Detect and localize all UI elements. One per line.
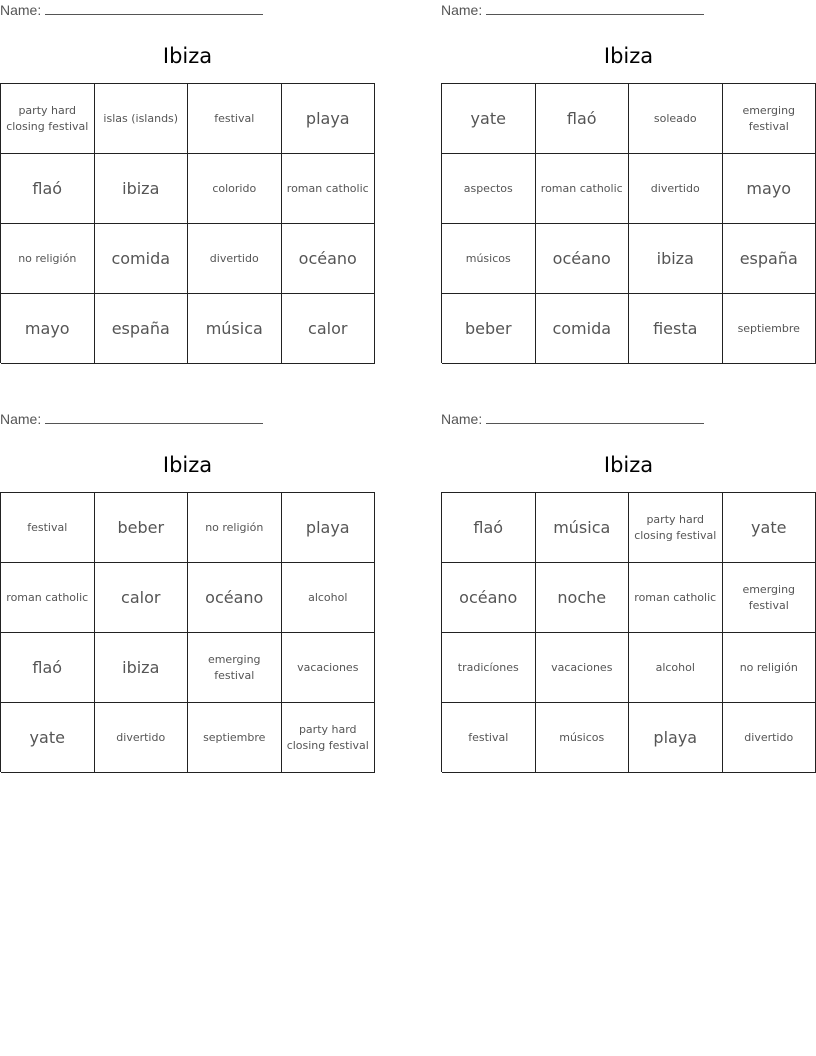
bingo-cell: océano	[188, 563, 282, 633]
bingo-card-1	[0, 0, 375, 338]
bingo-cell: ibiza	[95, 633, 189, 703]
card-title: Ibiza	[603, 453, 654, 477]
bingo-cell: flaó	[442, 493, 536, 563]
bingo-cell: vacaciones	[282, 633, 376, 703]
bingo-cell: septiembre	[188, 703, 282, 773]
bingo-cell: islas (islands)	[95, 84, 189, 154]
card-title: Ibiza	[162, 44, 213, 68]
bingo-cell: flaó	[1, 633, 95, 703]
bingo-cell: mayo	[723, 154, 816, 224]
bingo-cell: océano	[442, 563, 536, 633]
bingo-cell: tradicíones	[442, 633, 536, 703]
bingo-cell: comida	[536, 294, 630, 364]
bingo-cell: españa	[95, 294, 189, 364]
bingo-cell: soleado	[629, 84, 723, 154]
bingo-cell: party hard closing festival	[1, 84, 95, 154]
name-label: Name:	[441, 411, 483, 427]
bingo-card-2	[441, 0, 816, 338]
bingo-cell: emerging festival	[723, 563, 816, 633]
bingo-cell: no religión	[188, 493, 282, 563]
bingo-cell: party hard closing festival	[282, 703, 376, 773]
bingo-cell: músicos	[442, 224, 536, 294]
bingo-cell: playa	[629, 703, 723, 773]
bingo-cell: música	[188, 294, 282, 364]
bingo-cell: fiesta	[629, 294, 723, 364]
name-label: Name:	[441, 2, 483, 18]
bingo-cell: party hard closing festival	[629, 493, 723, 563]
bingo-cell: españa	[723, 224, 816, 294]
bingo-cell: océano	[536, 224, 630, 294]
bingo-cell: colorido	[188, 154, 282, 224]
bingo-cell: playa	[282, 84, 376, 154]
bingo-cell: no religión	[1, 224, 95, 294]
bingo-cell: comida	[95, 224, 189, 294]
card-title: Ibiza	[162, 453, 213, 477]
name-line	[441, 409, 816, 429]
bingo-cell: calor	[282, 294, 376, 364]
bingo-cell: roman catholic	[629, 563, 723, 633]
bingo-cell: yate	[1, 703, 95, 773]
bingo-cell: océano	[282, 224, 376, 294]
name-label: Name:	[0, 2, 42, 18]
bingo-cell: divertido	[629, 154, 723, 224]
bingo-cell: roman catholic	[536, 154, 630, 224]
bingo-cell: divertido	[95, 703, 189, 773]
bingo-cell: no religión	[723, 633, 816, 703]
bingo-cell: calor	[95, 563, 189, 633]
name-blank-line	[486, 414, 704, 424]
name-blank-line	[45, 414, 263, 424]
bingo-cell: septiembre	[723, 294, 816, 364]
bingo-cell: emerging festival	[188, 633, 282, 703]
bingo-cell: festival	[1, 493, 95, 563]
bingo-grid	[441, 492, 816, 772]
bingo-cell: festival	[188, 84, 282, 154]
bingo-cell: mayo	[1, 294, 95, 364]
bingo-cell: divertido	[188, 224, 282, 294]
bingo-card-3	[0, 409, 375, 752]
bingo-cell: festival	[442, 703, 536, 773]
name-label: Name:	[0, 411, 42, 427]
name-line	[0, 0, 375, 20]
bingo-cell: flaó	[1, 154, 95, 224]
bingo-grid	[0, 492, 375, 772]
name-blank-line	[45, 5, 263, 15]
bingo-cell: roman catholic	[282, 154, 376, 224]
name-line	[0, 409, 375, 429]
bingo-cell: emerging festival	[723, 84, 816, 154]
bingo-cell: roman catholic	[1, 563, 95, 633]
name-line	[441, 0, 816, 20]
bingo-cell: flaó	[536, 84, 630, 154]
bingo-cell: ibiza	[629, 224, 723, 294]
bingo-cell: aspectos	[442, 154, 536, 224]
bingo-card-4	[441, 409, 816, 747]
bingo-grid	[0, 83, 375, 363]
bingo-cell: alcohol	[629, 633, 723, 703]
bingo-cell: yate	[723, 493, 816, 563]
bingo-cell: alcohol	[282, 563, 376, 633]
bingo-cell: vacaciones	[536, 633, 630, 703]
bingo-grid	[441, 83, 816, 363]
bingo-cell: músicos	[536, 703, 630, 773]
bingo-cell: beber	[442, 294, 536, 364]
bingo-cell: música	[536, 493, 630, 563]
bingo-cell: playa	[282, 493, 376, 563]
bingo-cell: divertido	[723, 703, 816, 773]
bingo-cell: ibiza	[95, 154, 189, 224]
bingo-cell: beber	[95, 493, 189, 563]
bingo-cell: yate	[442, 84, 536, 154]
card-title: Ibiza	[603, 44, 654, 68]
bingo-cell: noche	[536, 563, 630, 633]
name-blank-line	[486, 5, 704, 15]
